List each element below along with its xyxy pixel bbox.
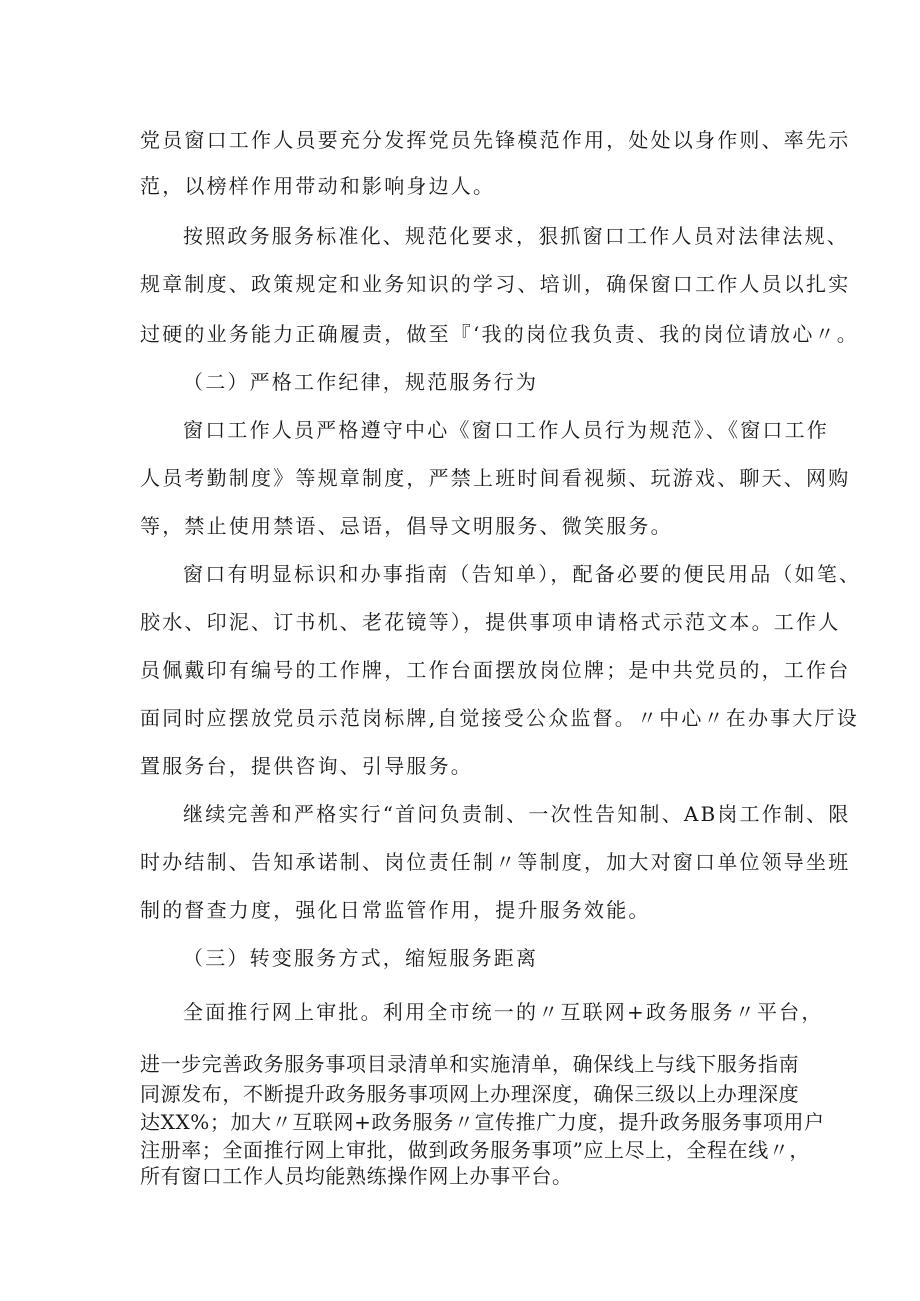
text-line: 制的督查力度，强化日常监管作用，提升服务效能。: [140, 898, 651, 922]
text-line: 时办结制、告知承诺制、岗位责任制〃等制度，加大对窗口单位领导坐班: [140, 850, 851, 874]
text-line: 面同时应摆放党员示范岗标牌,自觉接受公众监督。〃中心〃在办事大厅设: [140, 706, 859, 730]
text-line: 继续完善和严格实行“首问负责制、一次性告知制、AB岗工作制、限: [183, 802, 851, 826]
text-line: 范，以榜样作用带动和影响身边人。: [140, 174, 496, 198]
text-line: 按照政务服务标准化、规范化要求，狠抓窗口工作人员对法律法规、: [183, 224, 849, 248]
text-line: 过硬的业务能力正确履责，做至『‘我的岗位我负责、我的岗位请放心〃。: [140, 322, 859, 346]
section-heading: （三）转变服务方式，缩短服务距离: [183, 946, 539, 970]
text-line: 注册率；全面推行网上审批，做到政务服务事项”应上尽上，全程在线〃，: [140, 1138, 811, 1162]
text-line: 进一步完善政务服务事项目录清单和实施清单，确保线上与线下服务指南: [140, 1052, 800, 1076]
text-line: 胶水、印泥、订书机、老花镜等），提供事项申请格式示范文本。工作人: [140, 610, 841, 634]
text-line: 窗口有明显标识和办事指南（告知单），配备必要的便民用品（如笔、: [183, 562, 862, 586]
text-line: 置服务台，提供咨询、引导服务。: [140, 754, 473, 778]
text-line: 规章制度、政策规定和业务知识的学习、培训，确保窗口工作人员以扎实: [140, 272, 851, 296]
text-line: 人员考勤制度》等规章制度，严禁上班时间看视频、玩游戏、聊天、网购: [140, 466, 851, 490]
text-line: 同源发布，不断提升政务服务事项网上办理深度，确保三级以上办理深度: [140, 1082, 800, 1106]
text-line: 员佩戴印有编号的工作牌，工作台面摆放岗位牌；是中共党员的，工作台: [140, 658, 851, 682]
text-line: 所有窗口工作人员均能熟练操作网上办事平台。: [140, 1164, 573, 1188]
text-line: 窗口工作人员严格遵守中心《窗口工作人员行为规范》、《窗口工作: [183, 418, 829, 442]
text-line: 全面推行网上审批。利用全市统一的〃互联网+政务服务〃平台，: [183, 1000, 824, 1024]
text-line: 党员窗口工作人员要充分发挥党员先锋模范作用，处处以身作则、率先示: [140, 128, 851, 152]
text-line: 等，禁止使用禁语、忌语，倡导文明服务、微笑服务。: [140, 514, 673, 538]
section-heading: （二）严格工作纪律，规范服务行为: [183, 370, 539, 394]
text-line: 达XX%；加大〃互联网+政务服务〃宣传推广力度，提升政务服务事项用户: [140, 1110, 825, 1134]
